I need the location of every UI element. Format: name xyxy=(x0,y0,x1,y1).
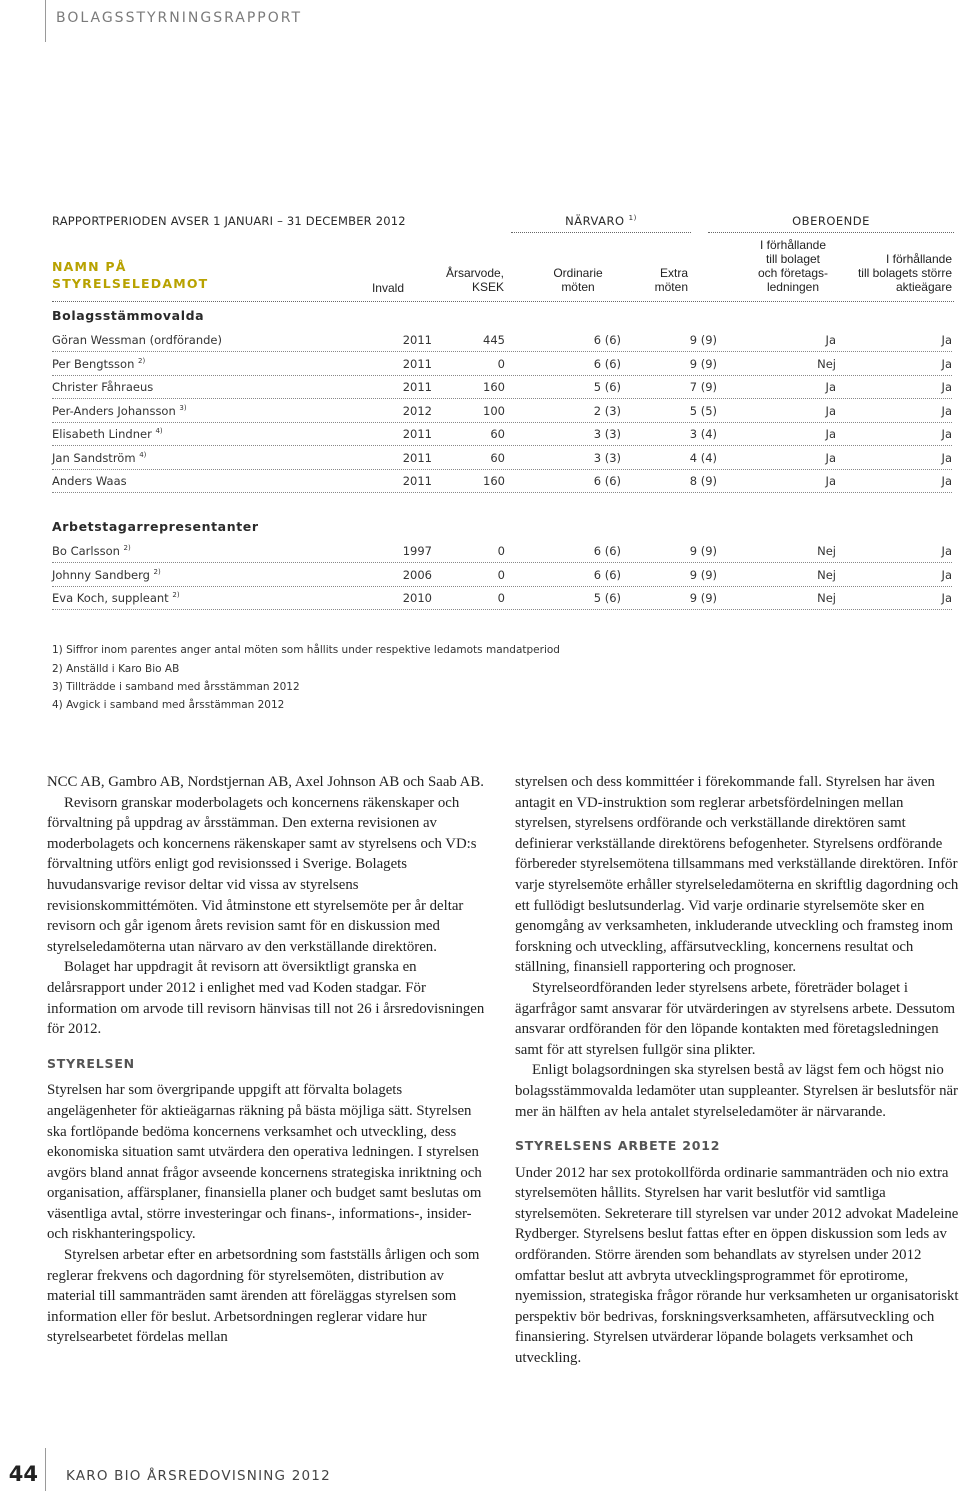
cell-independence-shareholders: Ja xyxy=(941,567,952,582)
table-header-divider xyxy=(52,301,954,302)
cell-independence-company: Nej xyxy=(817,591,836,605)
column-header-invald: Invald xyxy=(371,281,404,295)
member-note: 2) xyxy=(172,591,180,600)
cell-independence-shareholders: Ja xyxy=(941,544,952,558)
cell-extra: 7 (9) xyxy=(689,380,717,394)
cell-extra: 9 (9) xyxy=(689,544,717,558)
cell-independence-shareholders: Ja xyxy=(941,333,952,347)
column-header-ordinarie-line2: möten xyxy=(561,280,595,294)
column-header-independence-company xyxy=(738,238,848,294)
cell-invald: 2010 xyxy=(402,591,432,605)
footnote-3: 3) Tillträdde i samband med årsstämman 2012 xyxy=(52,681,300,693)
column-header-extra-line1: Extra xyxy=(659,266,688,280)
column-header-ordinarie xyxy=(533,266,623,294)
table-row xyxy=(52,353,952,376)
cell-independence-company: Ja xyxy=(825,380,836,394)
table-row xyxy=(52,400,952,423)
column-header-f2-line2: till bolagets större xyxy=(857,266,952,280)
table-row xyxy=(52,587,952,610)
column-header-f2-line1: I förhållande xyxy=(885,252,952,266)
member-name xyxy=(52,333,222,347)
left-paragraph-1: NCC AB, Gambro AB, Nordstjernan AB, Axel Johnson AB och Saab AB. xyxy=(47,774,484,790)
member-name xyxy=(52,380,153,394)
cell-extra: 8 (9) xyxy=(689,474,717,488)
cell-independence-shareholders: Ja xyxy=(941,356,952,371)
member-name xyxy=(52,404,187,418)
page-number: 44 xyxy=(8,1462,38,1486)
cell-independence-shareholders: Ja xyxy=(941,427,952,441)
cell-invald: 2011 xyxy=(402,474,432,488)
cell-extra: 3 (4) xyxy=(689,427,717,441)
cell-independence-shareholders: Ja xyxy=(941,474,952,488)
cell-arvode: 445 xyxy=(483,333,505,347)
cell-extra: 9 (9) xyxy=(689,333,717,347)
cell-independence-shareholders: Ja xyxy=(941,380,952,394)
column-header-independence-shareholders xyxy=(858,252,952,294)
footer-title: KARO BIO ÅRSREDOVISNING 2012 xyxy=(66,1468,331,1484)
member-name-text: Per Bengtsson xyxy=(52,356,135,371)
footnote-4: 4) Avgick i samband med årsstämman 2012 xyxy=(52,699,285,711)
cell-independence-company: Ja xyxy=(825,427,836,441)
page-header-title: BOLAGSSTYRNINGSRAPPORT xyxy=(56,10,302,26)
cell-invald: 2011 xyxy=(402,333,432,347)
group-oberoende-divider xyxy=(708,232,954,233)
left-paragraph-2: Revisorn granskar moderbolagets och koncernens räkenskaper och förvaltning på uppdrag av årsstämman. Den externa revisionen av moderbolagets och koncernens räkenskaper samt av styrelsens och VD:s förvaltning utförs enligt god revisionssed i Sverige. Bolagets huvudansvarige revisor deltar vid vissa av styrelsens revisionskommittémöten. Vid åtminstone ett styrelsemöte per år deltar revisorn och går igenom årets revision samt för en diskussion med styrelseledamöterna utan närvaro av den verkställande direktören. xyxy=(47,794,477,955)
column-header-f1-line4: ledningen xyxy=(766,280,820,294)
cell-independence-shareholders: Ja xyxy=(941,450,952,465)
section-title-bolagsstammovalda: Bolagsstämmovalda xyxy=(52,308,205,323)
member-name xyxy=(52,427,163,441)
cell-invald: 1997 xyxy=(402,544,432,558)
column-header-extra-line2: möten xyxy=(654,280,688,294)
cell-ordinarie: 6 (6) xyxy=(593,544,621,558)
member-note: 4) xyxy=(155,427,163,436)
cell-arvode: 160 xyxy=(483,474,505,488)
cell-invald: 2011 xyxy=(402,380,432,394)
left-paragraph-5: Styrelsen arbetar efter en arbetsordning som fastställs årligen och som reglerar frekvens och dagordning för styrelsemöten, distribution av material till sammanträden samt ärenden att föreläggas styrelsen som information eller för beslut. Arbetsordningen reglerar vidare hur styrelsearbetet fördelas mellan xyxy=(47,1247,480,1346)
left-text-column xyxy=(47,772,492,1348)
cell-arvode: 0 xyxy=(497,591,505,605)
cell-invald: 2006 xyxy=(402,567,432,582)
column-header-ordinarie-line1: Ordinarie xyxy=(553,266,603,280)
cell-arvode: 160 xyxy=(483,380,505,394)
member-note: 4) xyxy=(139,450,147,459)
member-name-text: Bo Carlsson xyxy=(52,544,120,558)
column-header-arvode xyxy=(446,266,504,294)
table-row xyxy=(52,423,952,446)
column-header-name-line1: NAMN PÅ xyxy=(52,259,127,274)
footer-divider xyxy=(45,1448,46,1491)
member-name-text: Jan Sandström xyxy=(52,450,136,465)
right-paragraph-3: Enligt bolagsordningen ska styrelsen bestå av lägst fem och högst nio bolagsstämmovalda ledamöter utan suppleanter. Styrelsen är beslutsför när mer än hälften av hela antalet styrelseledamöter är närvarande. xyxy=(515,1062,958,1120)
cell-arvode: 60 xyxy=(490,450,505,465)
cell-extra: 9 (9) xyxy=(689,567,717,582)
cell-independence-shareholders: Ja xyxy=(941,591,952,605)
cell-independence-company: Ja xyxy=(825,403,836,418)
cell-independence-company: Nej xyxy=(817,567,836,582)
member-name xyxy=(52,474,127,488)
column-header-arvode-line1: Årsarvode, xyxy=(445,266,504,280)
cell-independence-company: Ja xyxy=(825,450,836,465)
cell-extra: 5 (5) xyxy=(689,403,717,418)
member-name xyxy=(52,568,161,582)
footnote-2: 2) Anställd i Karo Bio AB xyxy=(52,663,180,675)
cell-ordinarie: 5 (6) xyxy=(593,591,621,605)
cell-ordinarie: 2 (3) xyxy=(593,403,621,418)
table-row xyxy=(52,564,952,587)
cell-invald: 2012 xyxy=(402,403,432,418)
cell-ordinarie: 6 (6) xyxy=(593,474,621,488)
cell-independence-company: Ja xyxy=(825,333,836,347)
group-narvaro-label: NÄRVARO xyxy=(565,214,625,228)
cell-extra: 9 (9) xyxy=(689,356,717,371)
footnote-1: 1) Siffror inom parentes anger antal möten som hållits under respektive ledamots mandatperiod xyxy=(52,644,560,656)
member-note: 2) xyxy=(123,544,131,553)
member-name xyxy=(52,451,146,465)
right-paragraph-2: Styrelseordföranden leder styrelsens arbete, företräder bolaget i ägarfrågor samt ansvarar för utvärderingen av styrelsens arbete. Dessutom ansvarar ordföranden för den löpande kontakten med företagsledningen samt för att styrelsen fullgör sina plikter. xyxy=(515,979,956,1058)
cell-independence-company: Nej xyxy=(817,356,836,371)
column-header-name xyxy=(52,258,208,292)
column-header-f1-line1: I förhållande xyxy=(759,238,827,252)
cell-ordinarie: 3 (3) xyxy=(593,427,621,441)
member-name-text: Per-Anders Johansson xyxy=(52,403,176,418)
cell-extra: 4 (4) xyxy=(689,450,717,465)
member-name-text: Christer Fåhraeus xyxy=(52,380,154,394)
cell-ordinarie: 3 (3) xyxy=(593,450,621,465)
member-name-text: Göran Wessman (ordförande) xyxy=(52,333,222,347)
cell-arvode: 0 xyxy=(497,544,505,558)
cell-ordinarie: 6 (6) xyxy=(593,333,621,347)
cell-independence-company: Nej xyxy=(817,544,836,558)
group-narvaro-note: 1) xyxy=(628,214,637,223)
heading-styrelsens-arbete: STYRELSENS ARBETE 2012 xyxy=(515,1138,721,1154)
column-header-f1-line2: till bolaget xyxy=(765,252,821,266)
member-name xyxy=(52,357,145,371)
member-name xyxy=(52,591,180,605)
left-paragraph-3: Bolaget har uppdragit åt revisorn att översiktligt granska en delårsrapport under 2012 i enlighet med vad Koden stadgar. För information om arvode till revisorn hänvisas till not 26 i årsredovisningen för 2012. xyxy=(47,959,485,1038)
group-header-oberoende: OBEROENDE xyxy=(792,214,870,228)
cell-invald: 2011 xyxy=(402,356,432,371)
member-name-text: Elisabeth Lindner xyxy=(52,427,152,441)
cell-invald: 2011 xyxy=(402,450,432,465)
member-name xyxy=(52,544,131,558)
table-row xyxy=(52,329,952,352)
report-period: RAPPORTPERIODEN AVSER 1 JANUARI – 31 DECEMBER 2012 xyxy=(52,214,406,228)
column-header-arvode-line2: KSEK xyxy=(471,280,504,294)
member-name-text: Eva Koch, suppleant xyxy=(52,591,169,605)
member-name-text: Anders Waas xyxy=(52,474,127,488)
table-row xyxy=(52,447,952,470)
member-note: 2) xyxy=(138,356,146,365)
member-name-text: Johnny Sandberg xyxy=(52,567,150,582)
cell-arvode: 0 xyxy=(497,567,505,582)
group-header-narvaro xyxy=(511,214,691,228)
column-header-extra xyxy=(655,266,688,294)
table-row xyxy=(52,540,952,563)
cell-arvode: 0 xyxy=(497,356,505,371)
column-header-name-line2: STYRELSELEDAMOT xyxy=(52,276,209,291)
heading-styrelsen: STYRELSEN xyxy=(47,1055,135,1071)
table-row xyxy=(52,470,952,493)
column-header-f2-line3: aktieägare xyxy=(895,280,952,294)
column-header-f1-line3: och företags- xyxy=(757,266,829,280)
cell-extra: 9 (9) xyxy=(689,591,717,605)
cell-independence-shareholders: Ja xyxy=(941,403,952,418)
left-paragraph-4: Styrelsen har som övergripande uppgift att förvalta bolagets angelägenheter för aktieägarnas räkning på bästa möjliga sätt. Styrelsen ska fortlöpande bedöma koncernens verksamhet och utveckling, dess ekonomiska situation samt utvärdera den operativa ledningen. I styrelsen avgörs bland annat frågor avseende koncernens strategiska inriktning och organisation, affärsplaner, finansiella planer och budget samt beslutas om väsentliga avtal, större investeringar och finans-, informations-, insider- och riskhanteringspolicy. xyxy=(47,1082,482,1243)
right-text-column xyxy=(515,772,960,1369)
table-row xyxy=(52,376,952,399)
cell-invald: 2011 xyxy=(402,427,432,441)
cell-ordinarie: 6 (6) xyxy=(593,567,621,582)
cell-ordinarie: 5 (6) xyxy=(593,380,621,394)
cell-independence-company: Ja xyxy=(825,474,836,488)
right-paragraph-4: Under 2012 har sex protokollförda ordinarie sammanträden och nio extra styrelsemöten hållits. Styrelsen har varit beslutför vid samtliga styrelsemöten. Sekreterare till styrelsen var under 2012 advokat Madeleine Rydberger. Styrelsens beslut fattas efter en öppen diskussion som leds av ordföranden. Större ärenden som behandlats av styrelsen under 2012 omfattar beslut att avbryta utvecklingsprogrammet för eprotirome, nyemission, strategiska frågor rörande hur verksamheten ur organisatoriskt perspektiv bör bedrivas, forskningsverksamheten, affärsutveckling och finansiering. Styrelsen utvärderar löpande bolagets verksamhet och utveckling. xyxy=(515,1164,959,1367)
cell-arvode: 60 xyxy=(490,427,505,441)
right-paragraph-1: styrelsen och dess kommittéer i förekommande fall. Styrelsen har även antagit en VD-instruktion som reglerar arbetsfördelningen mellan styrelsen, styrelsens ordförande och verkställande direktören samt definierar verkställande direktörens befogenheter. Styrelsens ordförande förbereder styrelsemötena tillsammans med verkställande direktören. Inför varje styrelsemöte erhåller styrelseledamöterna en skriftlig dagordning och ett fullödigt beslutsunderlag. Vid varje ordinarie styrelsemöte sker en genomgång av verksamheten, inkluderande utveckling och framsteg inom forskning och utveckling, affärsutveckling, koncernens resultat och ställning, finansiell rapportering och prognoser. xyxy=(515,774,959,976)
section-title-arbetstagarrepresentanter: Arbetstagarrepresentanter xyxy=(52,519,259,534)
cell-arvode: 100 xyxy=(483,403,505,418)
cell-ordinarie: 6 (6) xyxy=(593,356,621,371)
header-divider xyxy=(45,0,46,42)
member-note: 3) xyxy=(179,403,187,412)
group-narvaro-divider xyxy=(511,232,691,233)
member-note: 2) xyxy=(153,567,161,576)
